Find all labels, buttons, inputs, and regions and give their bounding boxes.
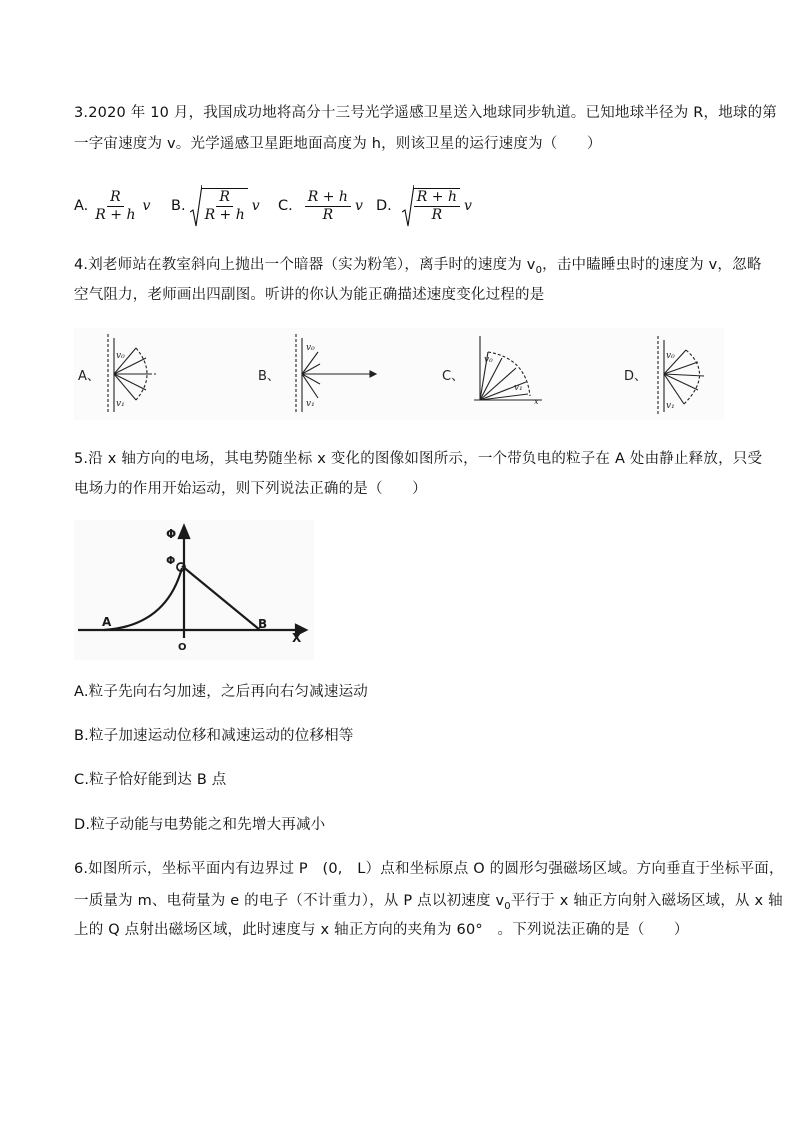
option-label: B. xyxy=(171,198,186,214)
svg-text:v₀: v₀ xyxy=(116,351,125,361)
phi-axis-label: Φ xyxy=(166,527,177,541)
q3-options xyxy=(74,183,674,229)
option-label: D. xyxy=(376,198,392,214)
x-axis-label: X xyxy=(292,631,302,645)
q3-stem-line2: 一字宙速度为 v。光学遥感卫星距地面高度为 h，则该卫星的运行速度为（ ） xyxy=(74,136,602,152)
option-label: C. xyxy=(278,198,293,214)
svg-text:v₀: v₀ xyxy=(666,351,675,361)
q4-fig-label-c: C、 xyxy=(442,369,465,384)
option-label: A. xyxy=(74,198,89,214)
q4-fig-label-b: B、 xyxy=(258,369,280,384)
fraction: $\frac{R}{R + h}$ xyxy=(202,188,248,224)
q4-velocity-diagrams xyxy=(74,328,724,420)
q3-option-a[interactable] xyxy=(74,183,150,229)
velocity-variable: v xyxy=(354,198,363,214)
q5-option-a[interactable]: A.粒子先向右匀加速，之后再向右匀减速运动 xyxy=(74,684,368,700)
fraction: $\frac{R + h}{R}$ xyxy=(305,189,351,224)
q5-option-b[interactable]: B.粒子加速运动位移和减速运动的位移相等 xyxy=(74,728,354,744)
q5-stem-line2: 电场力的作用开始运动，则下列说法正确的是（ ） xyxy=(74,481,427,497)
svg-text:x: x xyxy=(534,397,539,406)
svg-text:v₁: v₁ xyxy=(666,401,675,411)
velocity-variable: v xyxy=(463,198,472,214)
phi0-label: Φ xyxy=(166,554,176,567)
fraction: $\frac{R + h}{R}$ xyxy=(414,188,460,224)
q3-option-d[interactable] xyxy=(376,183,472,229)
q4-fig-label-a: A、 xyxy=(78,369,100,384)
sqrt-sign-icon xyxy=(190,184,202,228)
q5-option-d[interactable]: D.粒子动能与电势能之和先增大再减小 xyxy=(74,817,326,833)
velocity-variable: v xyxy=(251,198,260,214)
q3-option-b[interactable] xyxy=(171,183,260,229)
svg-text:v₁: v₁ xyxy=(116,399,125,409)
origin-label: O xyxy=(178,642,187,653)
q4-fig-label-d: D、 xyxy=(624,369,648,384)
q3-option-c[interactable] xyxy=(278,183,363,229)
q5-potential-graph xyxy=(74,520,314,660)
svg-text:v₁: v₁ xyxy=(306,399,315,409)
q4-stem-line2: 空气阻力，老师画出四副图。听讲的你认为能正确描述速度变化过程的是 xyxy=(74,287,545,303)
fraction: $\frac{R}{R + h}$ xyxy=(95,188,136,223)
q6-stem-line3: 上的 Q 点射出磁场区域，此时速度与 x 轴正方向的夹角为 60° 。下列说法正确的是（ ） xyxy=(74,922,689,938)
q5-stem-line1: 5.沿 x 轴方向的电场，其电势随坐标 x 变化的图像如图所示，一个带负电的粒子在 A 处由静止释放，只受 xyxy=(74,451,763,467)
q4-stem-line1: 4.刘老师站在教室斜向上抛出一个暗器（实为粉笔），离手时的速度为 $v_0$，击中瞌睡虫时的速度为 v，忽略 xyxy=(74,257,762,276)
point-a-label: A xyxy=(102,615,112,629)
q5-option-c[interactable]: C.粒子恰好能到达 B 点 xyxy=(74,772,227,788)
q3-stem-line1: 3.2020 年 10 月，我国成功地将高分十三号光学遥感卫星送入地球同步轨道。已知地球半径为 R，地球的第 xyxy=(74,105,777,121)
sqrt-sign-icon xyxy=(402,184,414,228)
svg-text:v₀: v₀ xyxy=(484,355,493,365)
svg-text:v₀: v₀ xyxy=(306,343,315,353)
point-b-label: B xyxy=(258,617,268,631)
q6-stem-line1: 6.如图所示，坐标平面内有边界过 P (0, L）点和坐标原点 O 的圆形匀强磁场区域。方向垂直于坐标平面， xyxy=(74,861,784,877)
q6-stem-line2: 一质量为 m、电荷量为 e 的电子（不计重力），从 P 点以初速度 $v_0$平行于 x 轴正方向射入磁场区域，从 x 轴 xyxy=(74,893,783,912)
svg-text:v₁: v₁ xyxy=(514,383,523,393)
velocity-variable: v xyxy=(142,198,151,214)
